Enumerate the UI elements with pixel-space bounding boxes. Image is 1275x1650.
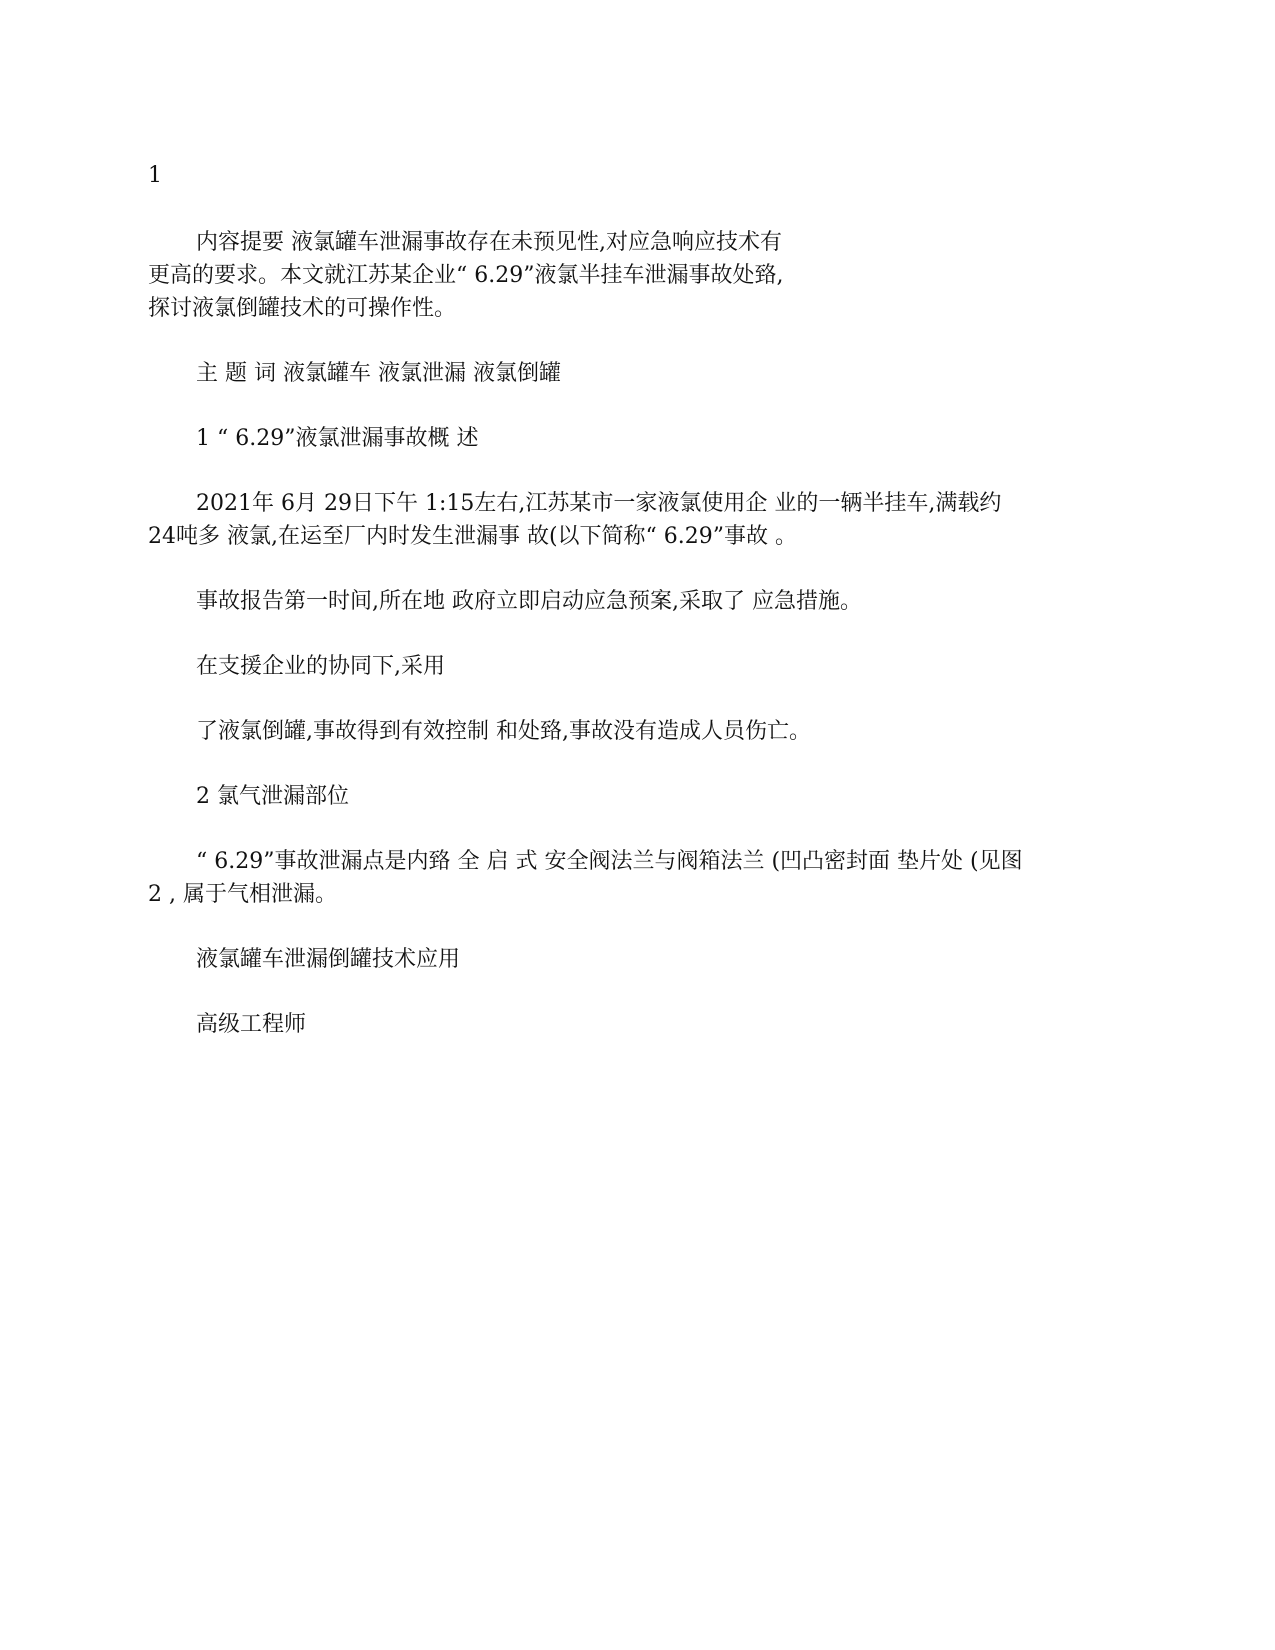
section-1-heading: 1 “ 6.29”液氯泄漏事故概 述 <box>196 426 479 451</box>
article-title: 液氯罐车泄漏倒罐技术应用 <box>196 947 461 972</box>
abstract-line: 更高的要求。本文就江苏某企业“ 6.29”液氯半挂车泄漏事故处臵, <box>148 263 784 288</box>
leak-location-paragraph <box>148 845 1098 911</box>
abstract-paragraph <box>148 226 1098 325</box>
section-2-heading: 2 氯气泄漏部位 <box>196 784 349 809</box>
accident-overview-paragraph <box>148 487 1098 553</box>
support-paragraph: 在支援企业的协同下,采用 <box>196 654 445 679</box>
document-page <box>148 160 1098 1073</box>
paragraph-line: 24吨多 液氯,在运至厂内时发生泄漏事 故(以下简称“ 6.29”事故 。 <box>148 524 798 549</box>
emergency-response-paragraph: 事故报告第一时间,所在地 政府立即启动应急预案,采取了 应急措施。 <box>196 589 862 614</box>
abstract-line: 探讨液氯倒罐技术的可操作性。 <box>148 296 457 321</box>
paragraph-line: 2021年 6月 29日下午 1:15左右,江苏某市一家液氯使用企 业的一辆半挂车,满载约 <box>196 491 1002 516</box>
page-number: 1 <box>148 163 162 188</box>
abstract-line: 内容提要 液氯罐车泄漏事故存在未预见性,对应急响应技术有 <box>196 230 782 255</box>
keywords: 主 题 词 液氯罐车 液氯泄漏 液氯倒罐 <box>196 361 561 386</box>
author-title: 高级工程师 <box>196 1012 307 1037</box>
paragraph-line: 2 , 属于气相泄漏。 <box>148 882 337 907</box>
paragraph-line: “ 6.29”事故泄漏点是内臵 全 启 式 安全阀法兰与阀箱法兰 (凹凸密封面 垫片处 (见图 <box>196 849 1023 874</box>
result-paragraph: 了液氯倒罐,事故得到有效控制 和处臵,事故没有造成人员伤亡。 <box>196 719 811 744</box>
